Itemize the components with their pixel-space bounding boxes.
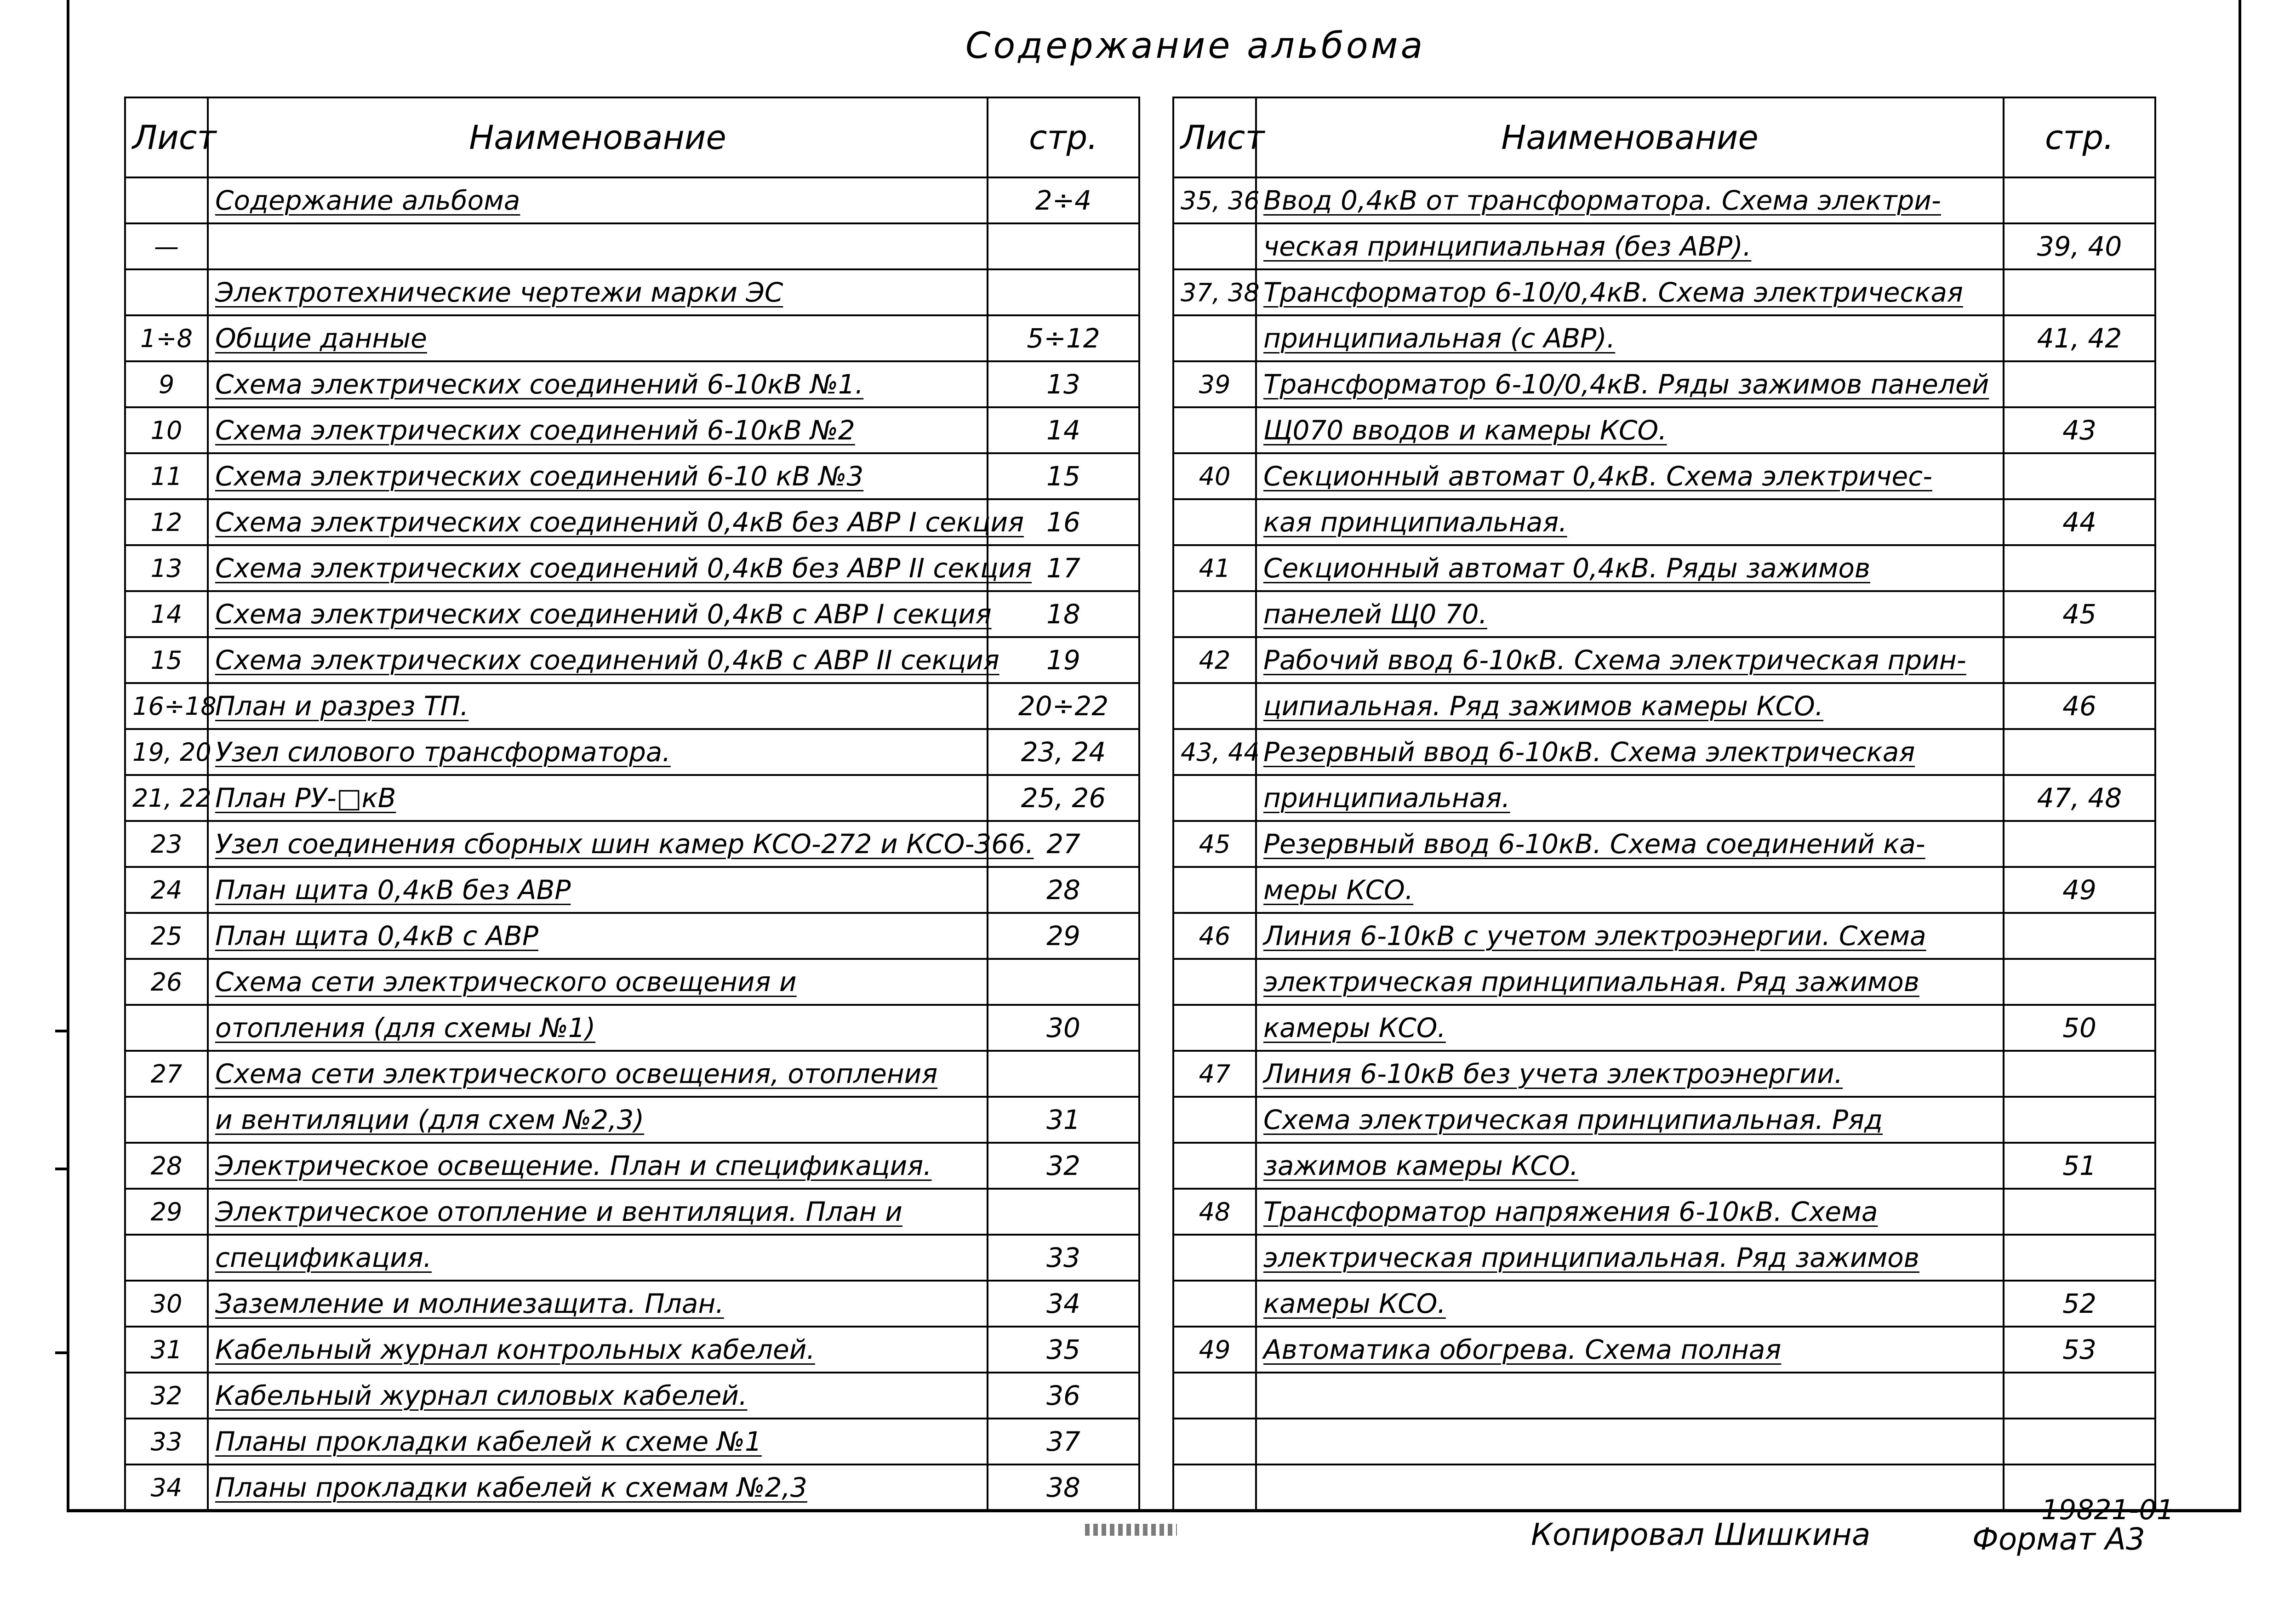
table-row xyxy=(125,223,1139,269)
table-row xyxy=(125,637,1139,683)
table-row xyxy=(125,821,1139,867)
sheet-number xyxy=(1173,1373,1256,1419)
margin-tick xyxy=(55,1351,69,1354)
copied-by: Копировал Шишкина xyxy=(1531,1517,1871,1552)
item-title: камеры КСО. xyxy=(1256,1005,2004,1051)
table-row xyxy=(1173,821,2155,867)
item-title: и вентиляции (для схем №2,3) xyxy=(208,1097,988,1143)
page-number xyxy=(2004,453,2155,499)
table-row xyxy=(1173,1143,2155,1189)
page-number: 5÷12 xyxy=(988,315,1139,361)
contents-table-right xyxy=(1172,97,2156,1511)
sheet-number: 31 xyxy=(125,1327,208,1373)
item-title: Электрическое освещение. План и спецификация. xyxy=(208,1143,988,1189)
table-row xyxy=(125,1189,1139,1235)
item-title: Планы прокладки кабелей к схеме №1 xyxy=(208,1419,988,1464)
page-number: 27 xyxy=(988,821,1139,867)
table-row xyxy=(125,1143,1139,1189)
margin-tick xyxy=(55,1030,69,1032)
item-title: План щита 0,4кВ без АВР xyxy=(208,867,988,913)
item-title: Схема электрических соединений 0,4кВ без АВР II секция xyxy=(208,545,988,591)
sheet-number xyxy=(1173,315,1256,361)
table-row xyxy=(1173,729,2155,775)
sheet-number: 35, 36 xyxy=(1173,177,1256,223)
table-row xyxy=(125,959,1139,1005)
item-title: камеры КСО. xyxy=(1256,1281,2004,1327)
table-row xyxy=(1173,453,2155,499)
sheet-number xyxy=(1173,499,1256,545)
table-header-row xyxy=(125,97,1139,177)
sheet-number xyxy=(1173,1143,1256,1189)
item-title: ческая принципиальная (без АВР). xyxy=(1256,223,2004,269)
page-number: 38 xyxy=(988,1464,1139,1510)
page-number: 2÷4 xyxy=(988,177,1139,223)
page-number: 39, 40 xyxy=(2004,223,2155,269)
table-row xyxy=(125,315,1139,361)
sheet-number: 43, 44 xyxy=(1173,729,1256,775)
item-title: ципиальная. Ряд зажимов камеры КСО. xyxy=(1256,683,2004,729)
page-number: 41, 42 xyxy=(2004,315,2155,361)
table-row xyxy=(125,1419,1139,1464)
item-title: План щита 0,4кВ с АВР xyxy=(208,913,988,959)
sheet-number: 39 xyxy=(1173,361,1256,407)
page-number: 13 xyxy=(988,361,1139,407)
item-title xyxy=(1256,1419,2004,1464)
item-title: Автоматика обогрева. Схема полная xyxy=(1256,1327,2004,1373)
sheet-number xyxy=(1173,407,1256,453)
page-number xyxy=(988,1051,1139,1097)
page-number xyxy=(2004,729,2155,775)
item-title: Планы прокладки кабелей к схемам №2,3 xyxy=(208,1464,988,1510)
sheet-number: 37, 38 xyxy=(1173,269,1256,315)
item-title: Секционный автомат 0,4кВ. Схема электричес- xyxy=(1256,453,2004,499)
table-row xyxy=(125,1281,1139,1327)
table-row xyxy=(1173,223,2155,269)
sheet-format: Формат А3 xyxy=(1972,1521,2145,1557)
item-title: Схема сети электрического освещения, отопления xyxy=(208,1051,988,1097)
item-title: План и разрез ТП. xyxy=(208,683,988,729)
sheet-number xyxy=(125,1097,208,1143)
page-number xyxy=(2004,1373,2155,1419)
table-row xyxy=(1173,867,2155,913)
sheet-number xyxy=(1173,775,1256,821)
page-number: 16 xyxy=(988,499,1139,545)
page-number: 36 xyxy=(988,1373,1139,1419)
page-number xyxy=(2004,269,2155,315)
item-title: панелей Щ0 70. xyxy=(1256,591,2004,637)
page-number: 49 xyxy=(2004,867,2155,913)
sheet-number: 46 xyxy=(1173,913,1256,959)
item-title: Схема электрических соединений 6-10кВ №1. xyxy=(208,361,988,407)
item-title: электрическая принципиальная. Ряд зажимов xyxy=(1256,1235,2004,1281)
header-sheet: Лист xyxy=(1173,97,1256,177)
sheet-number: 13 xyxy=(125,545,208,591)
sheet-number: 27 xyxy=(125,1051,208,1097)
sheet-number: 45 xyxy=(1173,821,1256,867)
item-title: Схема электрических соединений 0,4кВ без АВР I секция xyxy=(208,499,988,545)
item-title: Схема электрических соединений 0,4кВ с АВР I секция xyxy=(208,591,988,637)
table-row xyxy=(1173,1235,2155,1281)
sheet-number: 24 xyxy=(125,867,208,913)
item-title: принципиальная (с АВР). xyxy=(1256,315,2004,361)
table-row xyxy=(125,1373,1139,1419)
item-title: Ввод 0,4кВ от трансформатора. Схема электри- xyxy=(1256,177,2004,223)
sheet-number: 9 xyxy=(125,361,208,407)
table-row xyxy=(1173,1281,2155,1327)
item-title: спецификация. xyxy=(208,1235,988,1281)
sheet-number xyxy=(125,1235,208,1281)
table-row xyxy=(125,729,1139,775)
sheet-number: 40 xyxy=(1173,453,1256,499)
table-row xyxy=(1173,269,2155,315)
item-title: Электрическое отопление и вентиляция. План и xyxy=(208,1189,988,1235)
page-number: 23, 24 xyxy=(988,729,1139,775)
sheet-number xyxy=(1173,591,1256,637)
item-title xyxy=(1256,1373,2004,1419)
item-title: Резервный ввод 6-10кВ. Схема соединений ка- xyxy=(1256,821,2004,867)
page-number xyxy=(2004,1051,2155,1097)
page-number: 19 xyxy=(988,637,1139,683)
sheet-number: 30 xyxy=(125,1281,208,1327)
page-number: 25, 26 xyxy=(988,775,1139,821)
sheet-number: 11 xyxy=(125,453,208,499)
page-number: 18 xyxy=(988,591,1139,637)
sheet-number: 29 xyxy=(125,1189,208,1235)
header-name: Наименование xyxy=(208,97,988,177)
sheet-number: 26 xyxy=(125,959,208,1005)
page-number: 32 xyxy=(988,1143,1139,1189)
table-row xyxy=(1173,315,2155,361)
page-number xyxy=(2004,821,2155,867)
item-title: Общие данные xyxy=(208,315,988,361)
page-number: 17 xyxy=(988,545,1139,591)
table-row xyxy=(1173,1373,2155,1419)
item-title xyxy=(1256,1464,2004,1510)
table-row xyxy=(125,453,1139,499)
sheet-number xyxy=(1173,223,1256,269)
page-number xyxy=(2004,1097,2155,1143)
table-row xyxy=(1173,591,2155,637)
page-number: 34 xyxy=(988,1281,1139,1327)
table-row xyxy=(1173,545,2155,591)
page-number xyxy=(2004,545,2155,591)
header-name: Наименование xyxy=(1256,97,2004,177)
sheet-number: 1÷8 xyxy=(125,315,208,361)
sheet-number: 10 xyxy=(125,407,208,453)
sheet-number: 16÷18 xyxy=(125,683,208,729)
sheet-number xyxy=(125,269,208,315)
item-title: Схема сети электрического освещения и xyxy=(208,959,988,1005)
sheet-number: 33 xyxy=(125,1419,208,1464)
sheet-number: 23 xyxy=(125,821,208,867)
page-number: 43 xyxy=(2004,407,2155,453)
header-sheet: Лист xyxy=(125,97,208,177)
page-number xyxy=(2004,1235,2155,1281)
sheet-number xyxy=(1173,683,1256,729)
item-title: Схема электрическая принципиальная. Ряд xyxy=(1256,1097,2004,1143)
table-row xyxy=(125,1097,1139,1143)
table-row xyxy=(125,1464,1139,1510)
item-title: электрическая принципиальная. Ряд зажимов xyxy=(1256,959,2004,1005)
table-row xyxy=(125,1005,1139,1051)
item-title: отопления (для схемы №1) xyxy=(208,1005,988,1051)
page-number: 47, 48 xyxy=(2004,775,2155,821)
item-title: Содержание альбома xyxy=(208,177,988,223)
item-title: меры КСО. xyxy=(1256,867,2004,913)
page-number: 53 xyxy=(2004,1327,2155,1373)
table-row xyxy=(125,177,1139,223)
table-row xyxy=(1173,1419,2155,1464)
table-row xyxy=(1173,913,2155,959)
table-row xyxy=(1173,1005,2155,1051)
table-row xyxy=(125,1327,1139,1373)
page-number xyxy=(988,223,1139,269)
page-number xyxy=(988,269,1139,315)
table-row xyxy=(1173,361,2155,407)
page-number: 15 xyxy=(988,453,1139,499)
page-number xyxy=(2004,913,2155,959)
item-title: Схема электрических соединений 0,4кВ с АВР II секция xyxy=(208,637,988,683)
item-title: Схема электрических соединений 6-10 кВ №3 xyxy=(208,453,988,499)
sheet-number: 47 xyxy=(1173,1051,1256,1097)
sheet-number: 21, 22 xyxy=(125,775,208,821)
table-row xyxy=(1173,775,2155,821)
page-number: 33 xyxy=(988,1235,1139,1281)
sheet-number xyxy=(1173,1464,1256,1510)
faded-stamp xyxy=(1085,1524,1177,1536)
item-title: зажимов камеры КСО. xyxy=(1256,1143,2004,1189)
page-number: 51 xyxy=(2004,1143,2155,1189)
table-row xyxy=(125,269,1139,315)
sheet-number: 34 xyxy=(125,1464,208,1510)
item-title: Схема электрических соединений 6-10кВ №2 xyxy=(208,407,988,453)
page-number: 37 xyxy=(988,1419,1139,1464)
item-title: Щ070 вводов и камеры КСО. xyxy=(1256,407,2004,453)
table-row xyxy=(125,407,1139,453)
table-row xyxy=(125,775,1139,821)
page-number: 30 xyxy=(988,1005,1139,1051)
page-number: 20÷22 xyxy=(988,683,1139,729)
table-row xyxy=(125,683,1139,729)
sheet-number: 42 xyxy=(1173,637,1256,683)
page-number: 46 xyxy=(2004,683,2155,729)
table-row xyxy=(1173,1464,2155,1510)
page-number xyxy=(2004,637,2155,683)
page-number: 44 xyxy=(2004,499,2155,545)
page-number: 29 xyxy=(988,913,1139,959)
item-title: План РУ-□кВ xyxy=(208,775,988,821)
header-page: стр. xyxy=(2004,97,2155,177)
table-row xyxy=(1173,1327,2155,1373)
sheet-number: 32 xyxy=(125,1373,208,1419)
item-title: Линия 6-10кВ без учета электроэнергии. xyxy=(1256,1051,2004,1097)
item-title: Секционный автомат 0,4кВ. Ряды зажимов xyxy=(1256,545,2004,591)
page-number: 31 xyxy=(988,1097,1139,1143)
sheet-number: 12 xyxy=(125,499,208,545)
page-number xyxy=(2004,177,2155,223)
sheet-number: 15 xyxy=(125,637,208,683)
item-title: Заземление и молниезащита. План. xyxy=(208,1281,988,1327)
page-title: Содержание альбома xyxy=(965,25,1426,67)
table-row xyxy=(125,1235,1139,1281)
item-title: Резервный ввод 6-10кВ. Схема электрическая xyxy=(1256,729,2004,775)
page-number: 28 xyxy=(988,867,1139,913)
page-number xyxy=(988,959,1139,1005)
sheet-number: 41 xyxy=(1173,545,1256,591)
table-header-row xyxy=(1173,97,2155,177)
table-row xyxy=(125,499,1139,545)
table-row xyxy=(1173,407,2155,453)
page-number: 14 xyxy=(988,407,1139,453)
item-title: Линия 6-10кВ с учетом электроэнергии. Схема xyxy=(1256,913,2004,959)
table-row xyxy=(125,1051,1139,1097)
table-row xyxy=(1173,177,2155,223)
sheet-number xyxy=(1173,1419,1256,1464)
table-row xyxy=(1173,683,2155,729)
table-row xyxy=(1173,1097,2155,1143)
sheet-number: 14 xyxy=(125,591,208,637)
item-title: принципиальная. xyxy=(1256,775,2004,821)
table-row xyxy=(125,545,1139,591)
page-number: 52 xyxy=(2004,1281,2155,1327)
page-number xyxy=(2004,361,2155,407)
sheet-number: 49 xyxy=(1173,1327,1256,1373)
item-title: Узел соединения сборных шин камер КСО-272 и КСО-366. xyxy=(208,821,988,867)
document-number: 19821-01 xyxy=(2041,1494,2174,1526)
page-number xyxy=(2004,959,2155,1005)
sheet-number xyxy=(1173,867,1256,913)
sheet-number: 28 xyxy=(125,1143,208,1189)
page-number xyxy=(2004,1419,2155,1464)
sheet-number xyxy=(125,1005,208,1051)
item-title: Узел силового трансформатора. xyxy=(208,729,988,775)
header-page: стр. xyxy=(988,97,1139,177)
page-number: 35 xyxy=(988,1327,1139,1373)
item-title: Трансформатор 6-10/0,4кВ. Ряды зажимов панелей xyxy=(1256,361,2004,407)
table-row xyxy=(1173,637,2155,683)
sheet-number xyxy=(1173,1281,1256,1327)
contents-table-left xyxy=(124,97,1140,1511)
margin-tick xyxy=(55,1168,69,1170)
page-number: 50 xyxy=(2004,1005,2155,1051)
item-title: Трансформатор 6-10/0,4кВ. Схема электрическая xyxy=(1256,269,2004,315)
item-title xyxy=(208,223,988,269)
item-title: кая принципиальная. xyxy=(1256,499,2004,545)
table-row xyxy=(1173,499,2155,545)
sheet-number xyxy=(1173,959,1256,1005)
table-row xyxy=(1173,1189,2155,1235)
item-title: Электротехнические чертежи марки ЭС xyxy=(208,269,988,315)
sheet-number: 25 xyxy=(125,913,208,959)
sheet-number: — xyxy=(125,223,208,269)
item-title: Трансформатор напряжения 6-10кВ. Схема xyxy=(1256,1189,2004,1235)
table-row xyxy=(125,913,1139,959)
item-title: Кабельный журнал контрольных кабелей. xyxy=(208,1327,988,1373)
table-row xyxy=(125,361,1139,407)
sheet-number xyxy=(1173,1235,1256,1281)
sheet-number xyxy=(1173,1005,1256,1051)
item-title: Рабочий ввод 6-10кВ. Схема электрическая прин- xyxy=(1256,637,2004,683)
sheet-number xyxy=(1173,1097,1256,1143)
table-row xyxy=(125,867,1139,913)
item-title: Кабельный журнал силовых кабелей. xyxy=(208,1373,988,1419)
page-number: 45 xyxy=(2004,591,2155,637)
page-number xyxy=(988,1189,1139,1235)
page-number xyxy=(2004,1189,2155,1235)
sheet-number: 19, 20 xyxy=(125,729,208,775)
table-row xyxy=(1173,1051,2155,1097)
table-row xyxy=(1173,959,2155,1005)
sheet-number: 48 xyxy=(1173,1189,1256,1235)
sheet-number xyxy=(125,177,208,223)
table-row xyxy=(125,591,1139,637)
